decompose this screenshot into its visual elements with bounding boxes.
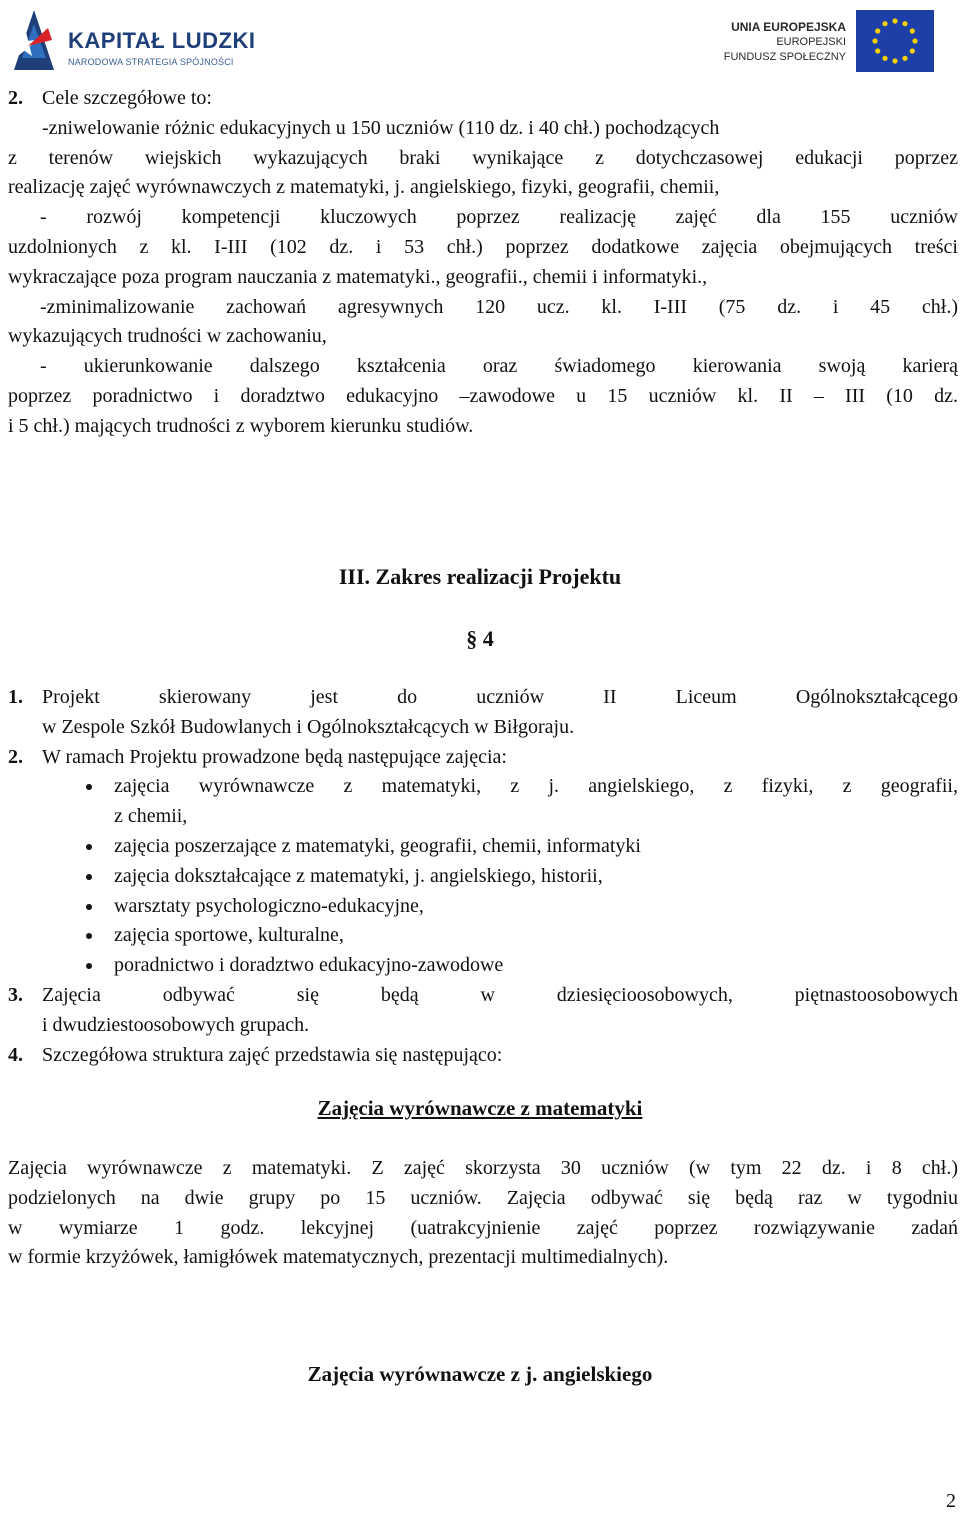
list-item: zajęcia dokształcające z matematyki, j. angielskiego, historii, [8,862,958,892]
goals-line: - rozwój kompetencji kluczowych poprzez realizację zajęć dla 155 uczniów [40,206,958,229]
kapital-ludzki-emblem-icon [8,6,60,76]
scope-item-number: 3. [8,983,23,1006]
math-heading-text: Zajęcia wyrównawcze z matematyki [317,1096,643,1120]
scope-item-number: 2. [8,745,23,768]
math-section-body [8,1154,958,1273]
kapital-ludzki-logo [8,6,256,76]
eu-fund-logo [723,6,934,76]
scope-item-2 [8,743,958,773]
goals-line: -zniwelowanie różnic edukacyjnych u 150 uczniów (110 dz. i 40 chł.) pochodzących [42,116,720,139]
math-line: w wymiarze 1 godz. lekcyjnej (uatrakcyjnienie zajęć poprzez rozwiązywanie zadań [8,1216,958,1239]
scope-item-number: 1. [8,686,23,708]
goals-line: realizację zajęć wyrównawczych z matematyki, j. angielskiego, fizyki, geografii, chemii, [8,176,720,199]
eu-logo-line-3: FUNDUSZ SPOŁECZNY [723,51,846,63]
goals-line: Cele szczegółowe to: [42,87,212,109]
math-line: Zajęcia wyrównawcze z matematyki. Z zajęć skorzysta 30 uczniów (w tym 22 dz. i 8 chł.) [8,1157,958,1179]
eu-flag-icon [856,10,934,72]
scope-item-3 [8,981,958,1041]
math-section-heading [0,1096,960,1121]
english-section-heading: Zajęcia wyrównawcze z j. angielskiego [307,1362,653,1386]
kapital-ludzki-title: KAPITAŁ LUDZKI [68,28,256,53]
goals-line: wykazujących trudności w zachowaniu, [8,325,327,348]
list-item: poradnictwo i doradztwo edukacyjno-zawodowe [8,951,958,981]
scope-item-line: w Zespole Szkół Budowlanych i Ogólnokształcących w Biłgoraju. [42,715,575,738]
scope-item-line: Szczegółowa struktura zajęć przedstawia się następująco: [42,1043,503,1066]
scope-item-line: Projekt skierowany jest do uczniów II Liceum Ogólnokształcącego [42,686,958,708]
list-item: zajęcia wyrównawcze z matematyki, z j. angielskiego, z fizyki, z geografii, [8,772,958,802]
scope-item-4 [8,1041,958,1071]
eu-logo-line-1: UNIA EUROPEJSKA [731,20,846,34]
page-number: 2 [946,1490,956,1512]
list-item: zajęcia sportowe, kulturalne, [8,921,958,951]
goals-section [8,84,958,442]
eu-logo-line-2: EUROPEJSKI [776,36,846,48]
goals-line: - ukierunkowanie dalszego kształcenia oraz świadomego kierowania swoją karierą [40,355,958,378]
goals-line: wykraczające poza program nauczania z matematyki., geografii., chemii i informatyki., [8,265,708,288]
list-item: warsztaty psychologiczno-edukacyjne, [8,892,958,922]
scope-item-1 [8,683,958,743]
kapital-ludzki-subtitle: NARODOWA STRATEGIA SPÓJNOŚCI [68,57,234,67]
paragraph-sign: § 4 [466,626,494,651]
scope-item-line: Zajęcia odbywać się będą w dziesięcioosobowych, piętnastoosobowych [42,983,958,1006]
scope-item-line: i dwudziestoosobowych grupach. [42,1013,310,1036]
eu-logo-text [724,20,846,65]
goals-line: uzdolnionych z kl. I-III (102 dz. i 53 chł.) poprzez dodatkowe zajęcia obejmujących treści [8,235,958,258]
scope-item-number: 4. [8,1043,23,1066]
list-item: zajęcia poszerzające z matematyki, geografii, chemii, informatyki [8,832,958,862]
goals-line: -zminimalizowanie zachowań agresywnych 120 ucz. kl. I-III (75 dz. i 45 chł.) [40,295,958,318]
list-item-continuation: z chemii, [114,805,188,828]
goals-line: i 5 chł.) mających trudności z wyborem kierunku studiów. [8,414,474,437]
math-line: podzielonych na dwie grupy po 15 uczniów. Zajęcia odbywać się będą raz w tygodniu [8,1186,958,1209]
page-header [0,0,960,82]
section-title: III. Zakres realizacji Projektu [338,564,622,589]
goals-number: 2. [8,87,23,109]
activities-list [8,772,958,981]
goals-item [8,84,958,144]
scope-list [8,683,958,1070]
goals-line: z terenów wiejskich wykazujących braki wynikające z dotychczasowej edukacji poprzez [8,146,958,169]
goals-line: poprzez poradnictwo i doradztwo edukacyjno –zawodowe u 15 uczniów kl. II – III (10 dz. [8,384,958,407]
math-line: w formie krzyżówek, łamigłówek matematycznych, prezentacji multimedialnych). [8,1246,669,1269]
scope-item-line: W ramach Projektu prowadzone będą następujące zajęcia: [42,745,507,768]
